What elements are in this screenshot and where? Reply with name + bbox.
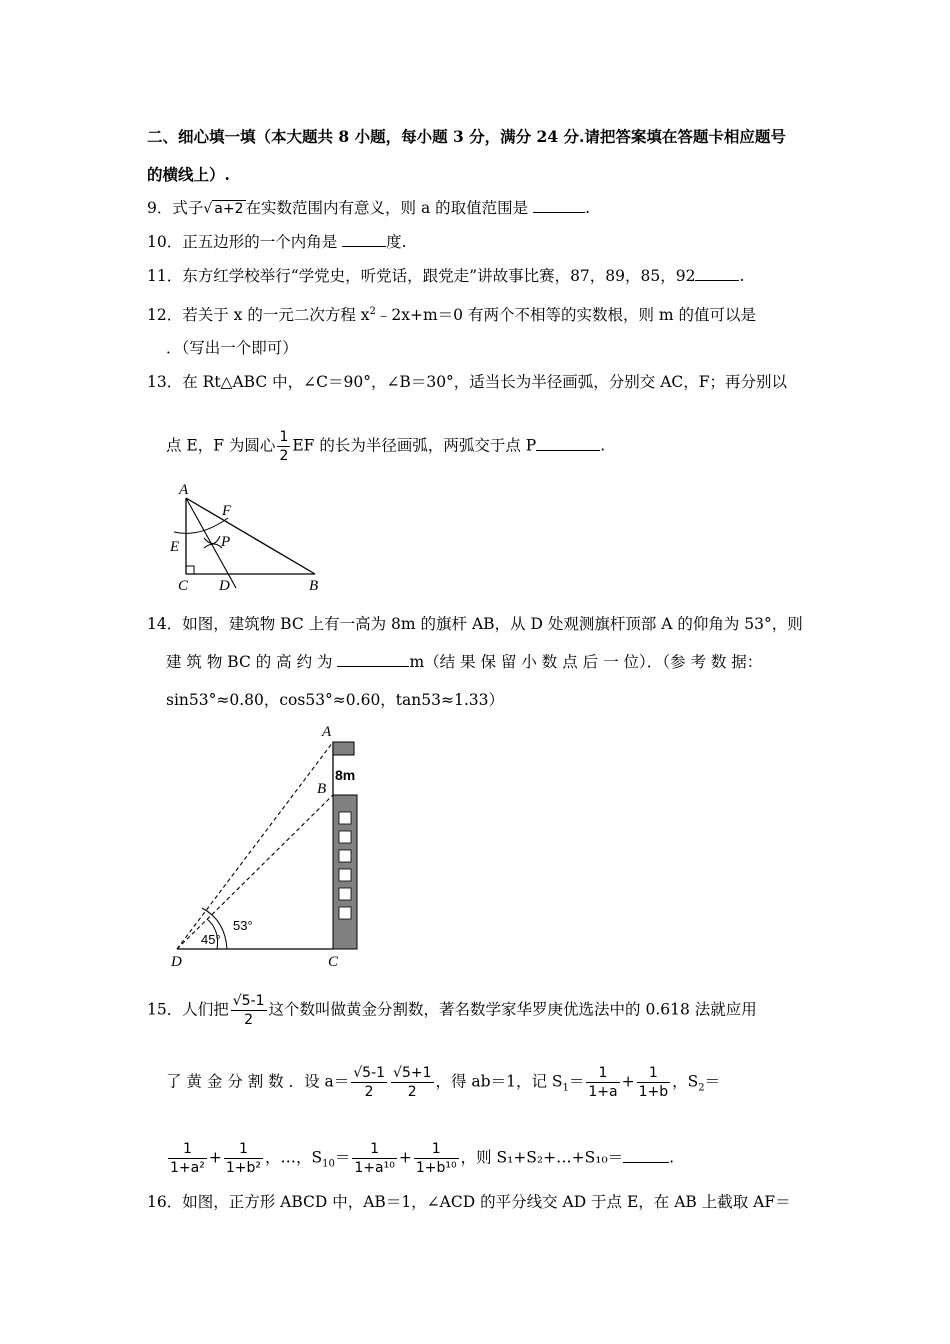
question-12-cont: ．（写出一个即可） <box>166 339 298 357</box>
answer-blank[interactable] <box>337 652 409 667</box>
question-16: 16．如图，正方形 ABCD 中，AB＝1，∠ACD 的平分线交 AD 于点 E，在 AB 上截取 AF＝ <box>147 1193 791 1211</box>
label-D: D <box>219 578 230 594</box>
label-B: B <box>309 578 319 594</box>
label-B: B <box>317 781 327 797</box>
question-11: 11．东方红学校举行“学党史，听党话，跟党走”讲故事比赛，87，89，85，92 . <box>147 267 745 285</box>
question-15-cont2: $\frac{1}{\text{1+a²}}$ + $\frac{1}{\text{1+b²}}$ ，…，$S_{10}=$ $\frac{1}{\text{1+a¹⁰}}$ + $\frac{1}{\text{1+b¹⁰}}$ ，则 S₁+S₂+…+S₁₀＝ . <box>170 1141 675 1176</box>
question-14-cont: 建 筑 物 BC 的 高 约 为 m（结 果 保 留 小 数 点 后 一 位）．（参 考 数 据： <box>166 653 763 671</box>
question-14: 14．如图，建筑物 BC 上有一高为 8m 的旗杆 AB，从 D 处观测旗杆顶部 A 的仰角为 53°，则 <box>147 615 803 633</box>
label-A: A <box>322 724 332 740</box>
question-15-cont: 了 黄 金 分 割 数 ．设 a＝ $\frac{√5-1}{2}$ $\frac{√5+1}{2}$ ，得 ab＝1，记 $S_1=$ $\frac{1}{1+a}$ + $\frac{1}{1+b}$ ，$S_2=$ <box>166 1065 721 1100</box>
label-C: C <box>328 954 339 970</box>
building-figure <box>165 720 375 972</box>
question-13-cont: 点 E，F 为圆心 $\frac{1}{2}$ EF 的长为半径画弧，两弧交于点 P . <box>166 429 606 464</box>
label-D: D <box>171 954 182 970</box>
answer-blank[interactable] <box>342 232 386 247</box>
label-A: A <box>179 482 189 498</box>
answer-blank[interactable] <box>695 266 739 281</box>
answer-blank[interactable] <box>536 436 600 451</box>
question-9: 9．式子√ a+2 在实数范围内有意义，则 a 的取值范围是 . <box>147 199 590 217</box>
question-12: 12．若关于 x 的一元二次方程 $x^2﹣2x+m=0$ 有两个不相等的实数根，则 m 的值可以是 <box>147 306 757 325</box>
question-10: 10．正五边形的一个内角是 度. <box>147 233 407 251</box>
question-15: 15．人们把 $\frac{√5-1}{2}$ 这个数叫做黄金分割数，著名数学家华罗庚优选法中的 0.618 法就应用 <box>147 993 757 1028</box>
label-E: E <box>170 539 180 555</box>
question-14-ref: sin53°≈0.80，cos53°≈0.60，tan53≈1.33） <box>166 691 504 709</box>
label-F: F <box>222 503 232 519</box>
height-label: 8m <box>335 767 356 783</box>
angle-53: 53° <box>233 918 253 933</box>
label-P: P <box>221 534 231 550</box>
section-heading: 二、细心填一填（本大题共 8 小题，每小题 3 分，满分 24 分.请把答案填在答题卡相应题号 <box>147 127 786 146</box>
question-13: 13．在 Rt△ABC 中，∠C＝90°，∠B＝30°，适当长为半径画弧，分别交 AC，F；再分别以 <box>147 373 788 391</box>
label-C: C <box>178 578 189 594</box>
section-heading-cont: 的横线上）. <box>147 165 230 184</box>
answer-blank[interactable] <box>533 198 585 213</box>
angle-45: 45° <box>201 932 221 947</box>
answer-blank[interactable] <box>623 1148 669 1163</box>
triangle-figure <box>160 476 340 594</box>
